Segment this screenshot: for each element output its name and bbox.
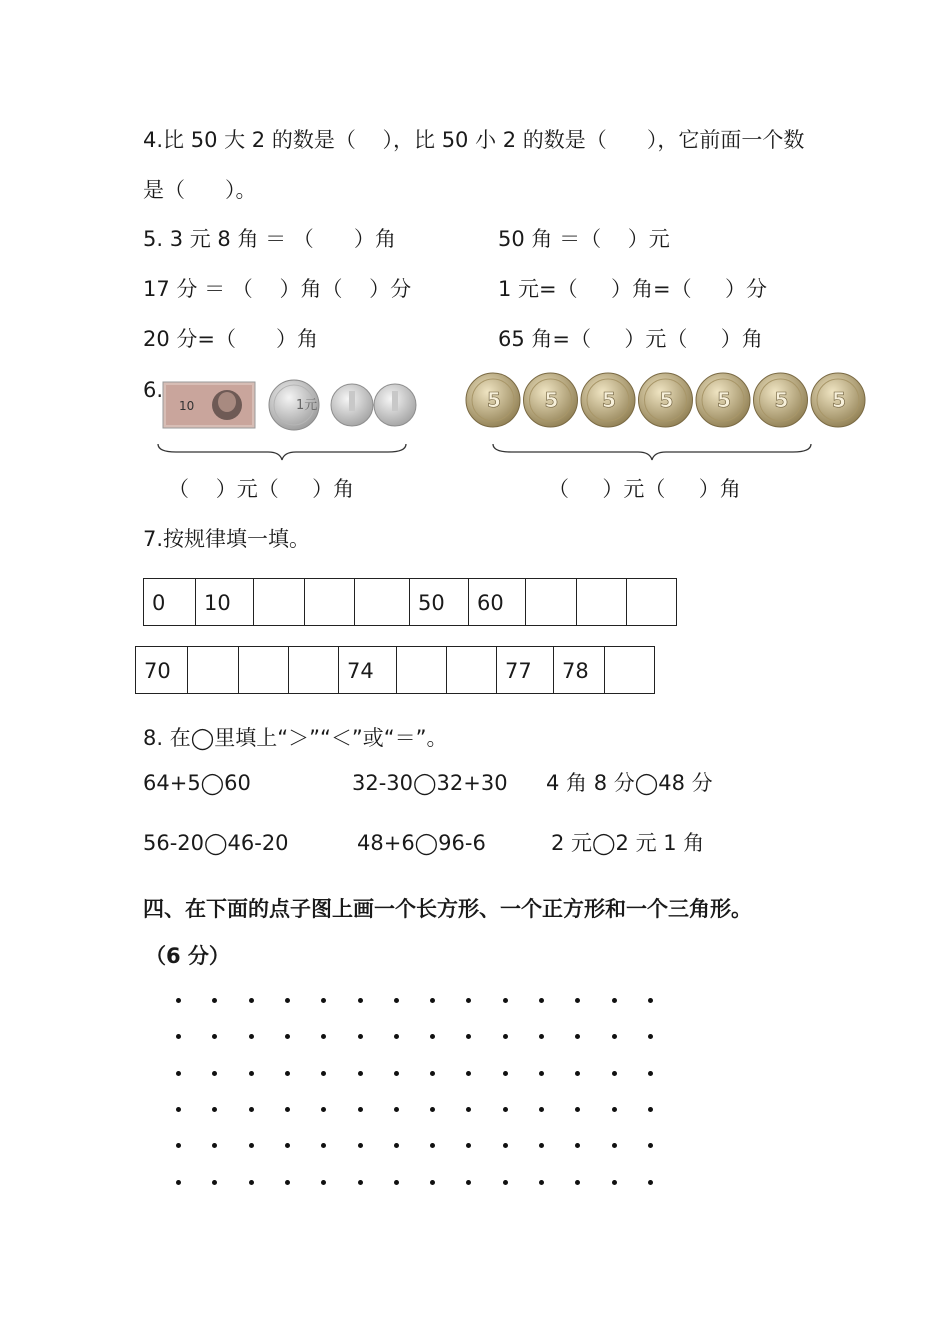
compare-item: 64+5◯60 bbox=[143, 771, 251, 795]
grid-dot[interactable] bbox=[539, 1180, 544, 1185]
grid-dot[interactable] bbox=[321, 1143, 326, 1148]
grid-dot[interactable] bbox=[176, 1071, 181, 1076]
section4-title: 四、在下面的点子图上画一个长方形、一个正方形和一个三角形。 bbox=[143, 897, 752, 921]
grid-dot[interactable] bbox=[394, 1107, 399, 1112]
grid-dot[interactable] bbox=[612, 1180, 617, 1185]
seq2-cell: 74 bbox=[339, 646, 397, 694]
grid-dot[interactable] bbox=[394, 1071, 399, 1076]
coin-5-jiao-value: 5 bbox=[602, 388, 616, 412]
seq1-cell: 60 bbox=[469, 578, 526, 626]
banknote-value: 10 bbox=[179, 399, 195, 413]
q5-row3-left: 20 分=（ ）角 bbox=[143, 327, 319, 351]
q5-row2-right: 1 元=（ ）角=（ ）分 bbox=[498, 277, 767, 301]
grid-dot[interactable] bbox=[430, 1107, 435, 1112]
grid-dot[interactable] bbox=[358, 1143, 363, 1148]
q5-row3-right: 65 角=（ ）元（ ）角 bbox=[498, 327, 763, 351]
seq1-cell bbox=[526, 578, 577, 626]
coin-5-jiao-value: 5 bbox=[774, 388, 789, 412]
grid-dot[interactable] bbox=[612, 998, 617, 1003]
q5-row1-right: 50 角 ＝（ ）元 bbox=[498, 227, 670, 251]
grid-dot[interactable] bbox=[466, 998, 471, 1003]
coins-5-jiao-image bbox=[465, 372, 867, 428]
grid-dot[interactable] bbox=[575, 1071, 580, 1076]
grid-dot[interactable] bbox=[466, 1034, 471, 1039]
seq2-cell bbox=[605, 646, 655, 694]
grid-dot[interactable] bbox=[648, 998, 653, 1003]
seq1-cell: 50 bbox=[410, 578, 469, 626]
banknote-10-yuan-image bbox=[163, 382, 255, 428]
grid-dot[interactable] bbox=[612, 1034, 617, 1039]
grid-dot[interactable] bbox=[358, 1107, 363, 1112]
grid-dot[interactable] bbox=[176, 1143, 181, 1148]
grid-dot[interactable] bbox=[466, 1180, 471, 1185]
grid-dot[interactable] bbox=[249, 1034, 254, 1039]
grid-dot[interactable] bbox=[539, 1143, 544, 1148]
grid-dot[interactable] bbox=[358, 1180, 363, 1185]
q4-line2: 是（ ）。 bbox=[143, 178, 257, 202]
grid-dot[interactable] bbox=[176, 1034, 181, 1039]
q8-title: 8. 在◯里填上“＞”“＜”或“＝”。 bbox=[143, 726, 448, 750]
q5-row1-left: 5. 3 元 8 角 ＝ （ ）角 bbox=[143, 227, 396, 251]
grid-dot[interactable] bbox=[503, 1071, 508, 1076]
seq2-cell bbox=[188, 646, 239, 694]
grid-dot[interactable] bbox=[321, 998, 326, 1003]
grid-dot[interactable] bbox=[648, 1180, 653, 1185]
coin-5-jiao-value: 5 bbox=[717, 388, 731, 412]
coin-5-jiao-value: 5 bbox=[544, 388, 559, 412]
q6-left-answer: （ ）元（ ）角 bbox=[168, 477, 355, 501]
grid-dot[interactable] bbox=[358, 1034, 363, 1039]
grid-dot[interactable] bbox=[430, 1180, 435, 1185]
grid-dot[interactable] bbox=[648, 1107, 653, 1112]
seq1-cell bbox=[627, 578, 677, 626]
seq1-cell bbox=[355, 578, 410, 626]
sequence-row-2 bbox=[135, 646, 655, 694]
grid-dot[interactable] bbox=[212, 1143, 217, 1148]
compare-item: 32-30◯32+30 bbox=[352, 771, 508, 795]
grid-dot[interactable] bbox=[466, 1143, 471, 1148]
grid-dot[interactable] bbox=[539, 1071, 544, 1076]
compare-item: 2 元◯2 元 1 角 bbox=[551, 831, 705, 855]
grid-dot[interactable] bbox=[212, 998, 217, 1003]
grid-dot[interactable] bbox=[394, 1034, 399, 1039]
grid-dot[interactable] bbox=[212, 1071, 217, 1076]
compare-item: 48+6◯96-6 bbox=[357, 831, 486, 855]
grid-dot[interactable] bbox=[503, 998, 508, 1003]
grid-dot[interactable] bbox=[176, 998, 181, 1003]
grid-dot[interactable] bbox=[285, 1143, 290, 1148]
seq2-cell bbox=[447, 646, 497, 694]
coin-5-jiao-value: 5 bbox=[832, 388, 846, 412]
grid-dot[interactable] bbox=[321, 1034, 326, 1039]
grid-dot[interactable] bbox=[285, 1107, 290, 1112]
coin-1-yuan-image bbox=[268, 379, 320, 431]
grid-dot[interactable] bbox=[321, 1180, 326, 1185]
sequence-row-1 bbox=[143, 578, 677, 626]
q5-row2-left: 17 分 ＝ （ ）角（ ）分 bbox=[143, 277, 412, 301]
grid-dot[interactable] bbox=[466, 1107, 471, 1112]
seq1-cell bbox=[305, 578, 355, 626]
grid-dot[interactable] bbox=[212, 1107, 217, 1112]
seq2-cell bbox=[397, 646, 447, 694]
grid-dot[interactable] bbox=[249, 998, 254, 1003]
grid-dot[interactable] bbox=[503, 1143, 508, 1148]
compare-item: 4 角 8 分◯48 分 bbox=[546, 771, 713, 795]
grid-dot[interactable] bbox=[358, 1071, 363, 1076]
grid-dot[interactable] bbox=[212, 1180, 217, 1185]
grid-dot[interactable] bbox=[430, 998, 435, 1003]
section4-score: （6 分） bbox=[145, 944, 230, 968]
grid-dot[interactable] bbox=[539, 1107, 544, 1112]
grid-dot[interactable] bbox=[394, 998, 399, 1003]
grid-dot[interactable] bbox=[394, 1143, 399, 1148]
coins-1-jiao-image bbox=[330, 382, 420, 428]
seq2-cell: 77 bbox=[497, 646, 554, 694]
grid-dot[interactable] bbox=[612, 1071, 617, 1076]
grid-dot[interactable] bbox=[575, 1107, 580, 1112]
grid-dot[interactable] bbox=[539, 1034, 544, 1039]
grid-dot[interactable] bbox=[285, 1034, 290, 1039]
coin-1-yuan-label: 1元 bbox=[296, 398, 318, 413]
right-brace bbox=[491, 442, 813, 462]
grid-dot[interactable] bbox=[648, 1143, 653, 1148]
compare-item: 56-20◯46-20 bbox=[143, 831, 289, 855]
grid-dot[interactable] bbox=[176, 1107, 181, 1112]
grid-dot[interactable] bbox=[249, 1107, 254, 1112]
grid-dot[interactable] bbox=[503, 1034, 508, 1039]
coin-5-jiao-value: 5 bbox=[487, 388, 501, 412]
grid-dot[interactable] bbox=[612, 1143, 617, 1148]
grid-dot[interactable] bbox=[648, 1071, 653, 1076]
grid-dot[interactable] bbox=[430, 1143, 435, 1148]
grid-dot[interactable] bbox=[648, 1034, 653, 1039]
grid-dot[interactable] bbox=[285, 1180, 290, 1185]
seq2-cell bbox=[239, 646, 289, 694]
seq1-cell bbox=[254, 578, 305, 626]
seq2-cell bbox=[289, 646, 339, 694]
grid-dot[interactable] bbox=[575, 1034, 580, 1039]
grid-dot[interactable] bbox=[249, 1143, 254, 1148]
grid-dot[interactable] bbox=[358, 998, 363, 1003]
coin-5-jiao-value: 5 bbox=[659, 388, 674, 412]
q6-label: 6. bbox=[143, 378, 164, 402]
grid-dot[interactable] bbox=[575, 1180, 580, 1185]
grid-dot[interactable] bbox=[503, 1180, 508, 1185]
grid-dot[interactable] bbox=[321, 1071, 326, 1076]
seq2-cell: 78 bbox=[554, 646, 605, 694]
grid-dot[interactable] bbox=[503, 1107, 508, 1112]
q7-title: 7.按规律填一填。 bbox=[143, 527, 311, 551]
left-brace bbox=[156, 442, 408, 462]
grid-dot[interactable] bbox=[539, 998, 544, 1003]
grid-dot[interactable] bbox=[575, 1143, 580, 1148]
grid-dot[interactable] bbox=[612, 1107, 617, 1112]
seq1-cell: 0 bbox=[144, 578, 196, 626]
grid-dot[interactable] bbox=[394, 1180, 399, 1185]
grid-dot[interactable] bbox=[321, 1107, 326, 1112]
grid-dot[interactable] bbox=[285, 1071, 290, 1076]
seq1-cell: 10 bbox=[196, 578, 254, 626]
grid-dot[interactable] bbox=[575, 998, 580, 1003]
grid-dot[interactable] bbox=[249, 1180, 254, 1185]
grid-dot[interactable] bbox=[430, 1071, 435, 1076]
grid-dot[interactable] bbox=[176, 1180, 181, 1185]
seq2-cell: 70 bbox=[136, 646, 188, 694]
seq1-cell bbox=[577, 578, 627, 626]
grid-dot[interactable] bbox=[249, 1071, 254, 1076]
grid-dot[interactable] bbox=[285, 998, 290, 1003]
grid-dot[interactable] bbox=[212, 1034, 217, 1039]
grid-dot[interactable] bbox=[466, 1071, 471, 1076]
q4-line1: 4.比 50 大 2 的数是（ ），比 50 小 2 的数是（ ），它前面一个数 bbox=[143, 128, 805, 152]
grid-dot[interactable] bbox=[430, 1034, 435, 1039]
q6-right-answer: （ ）元（ ）角 bbox=[548, 477, 741, 501]
